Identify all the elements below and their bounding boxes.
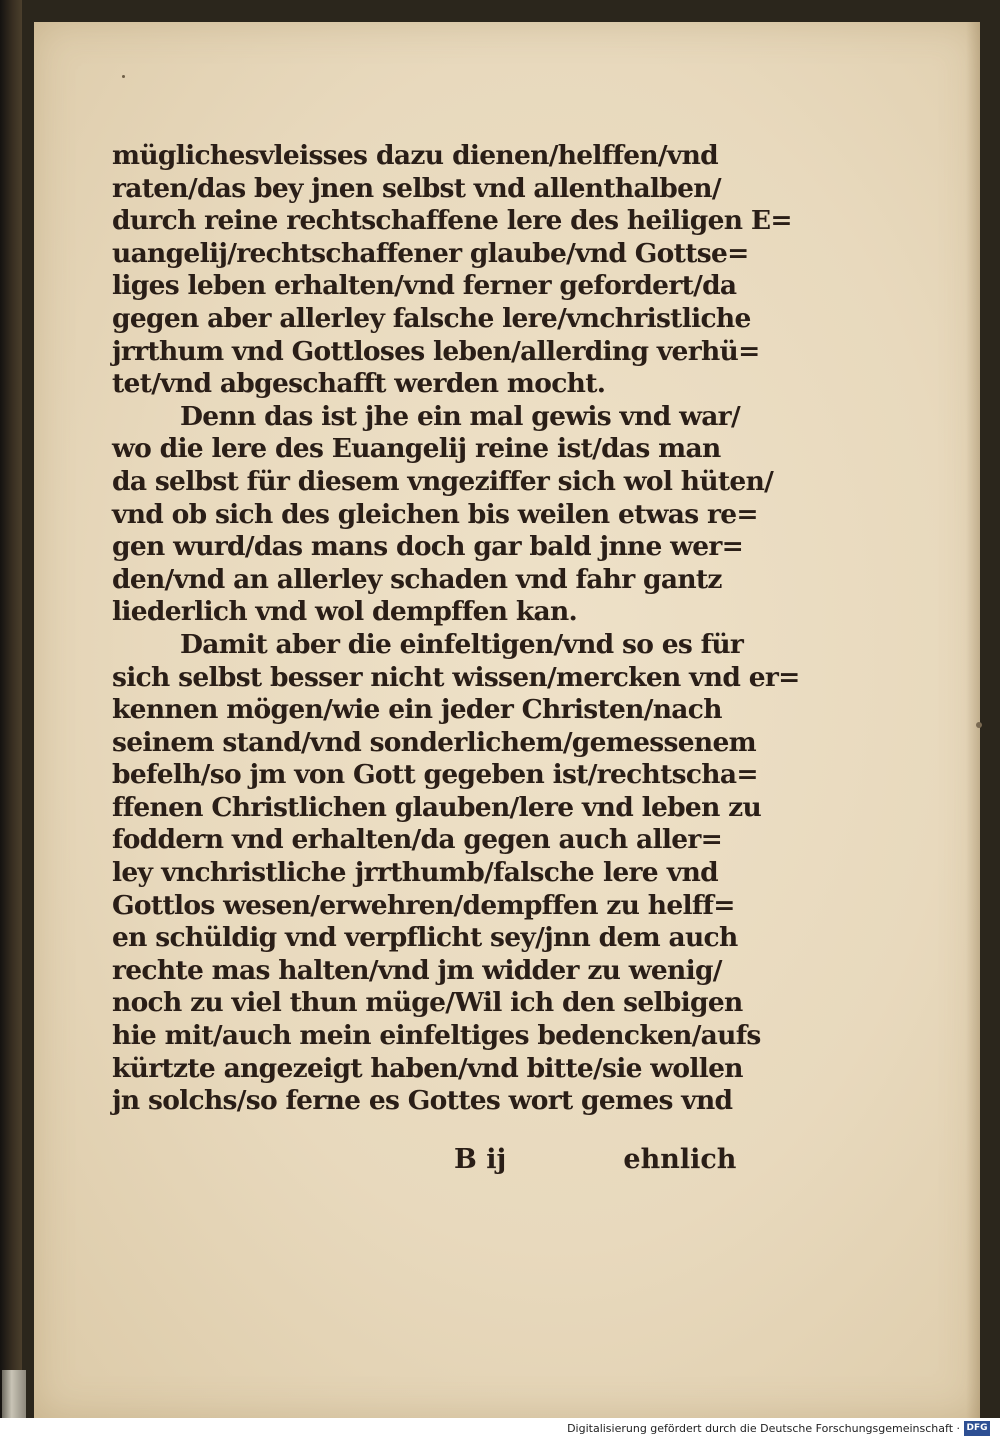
catchword: ehnlich [623, 1144, 737, 1175]
signature-mark: B ij [454, 1144, 507, 1175]
text-line: liederlich vnd wol dempffen kan. [112, 596, 578, 628]
text-line: Damit aber die einfeltigen/vnd so es für [180, 628, 744, 660]
text-line: rechte mas halten/vnd jm widder zu wenig/ [112, 954, 722, 986]
text-line: ffenen Christlichen glauben/lere vnd leben zu [112, 791, 762, 823]
text-line: Gottlos wesen/erwehren/dempffen zu helff= [112, 889, 735, 921]
text-line: sich selbst besser nicht wissen/mercken vnd er= [112, 661, 800, 693]
page-speck [122, 75, 125, 78]
page-edge-shadow [966, 22, 980, 1418]
text-line: den/vnd an allerley schaden vnd fahr gantz [112, 563, 722, 595]
dfg-logo[interactable]: DFG [964, 1421, 990, 1436]
margin-speck [976, 722, 982, 728]
text-line: uangelij/rechtschaffener glaube/vnd Gottse= [112, 237, 749, 269]
text-line: gen wurd/das mans doch gar bald jnne wer= [112, 531, 744, 563]
text-line: ley vnchristliche jrrthumb/falsche lere vnd [112, 857, 718, 889]
footer-bar [0, 1418, 1000, 1440]
text-line: Denn das ist jhe ein mal gewis vnd war/ [180, 400, 740, 432]
text-line: liges leben erhalten/vnd ferner gefordert/da [112, 270, 737, 302]
text-line: da selbst für diesem vngeziffer sich wol hüten/ [112, 465, 774, 497]
text-line: jn solchs/so ferne es Gottes wort gemes vnd [112, 1085, 733, 1117]
text-line: befelh/so jm von Gott gegeben ist/rechtscha= [112, 759, 758, 791]
text-line: kürtzte angezeigt haben/vnd bitte/sie wollen [112, 1052, 743, 1084]
spine-clip [2, 1370, 26, 1418]
text-line: jrrthum vnd Gottloses leben/allerding verhü= [112, 335, 760, 367]
page-footer-line [454, 1144, 737, 1175]
footer-credit: Digitalisierung gefördert durch die Deutsche Forschungsgemeinschaft · [567, 1422, 960, 1435]
text-line: tet/vnd abgeschafft werden mocht. [112, 368, 606, 400]
book-spine [0, 0, 22, 1418]
page-text [112, 140, 812, 1118]
text-line: vnd ob sich des gleichen bis weilen etwas re= [112, 498, 758, 530]
text-line: hie mit/auch mein einfeltiges bedencken/aufs [112, 1020, 761, 1052]
text-line: müglichesvleisses dazu dienen/helffen/vnd [112, 140, 718, 171]
text-line: gegen aber allerley falsche lere/vnchristliche [112, 302, 751, 334]
text-line: kennen mögen/wie ein jeder Christen/nach [112, 694, 722, 726]
text-line: en schüldig vnd verpflicht sey/jnn dem auch [112, 922, 738, 954]
text-line: durch reine rechtschaffene lere des heiligen E= [112, 205, 792, 237]
text-line: foddern vnd erhalten/da gegen auch aller= [112, 824, 723, 856]
text-line: seinem stand/vnd sonderlichem/gemessenem [112, 726, 756, 758]
text-line: noch zu viel thun müge/Wil ich den selbigen [112, 987, 743, 1019]
text-line: wo die lere des Euangelij reine ist/das man [112, 433, 721, 465]
book-page [34, 22, 980, 1418]
text-line: raten/das bey jnen selbst vnd allenthalben/ [112, 172, 721, 204]
